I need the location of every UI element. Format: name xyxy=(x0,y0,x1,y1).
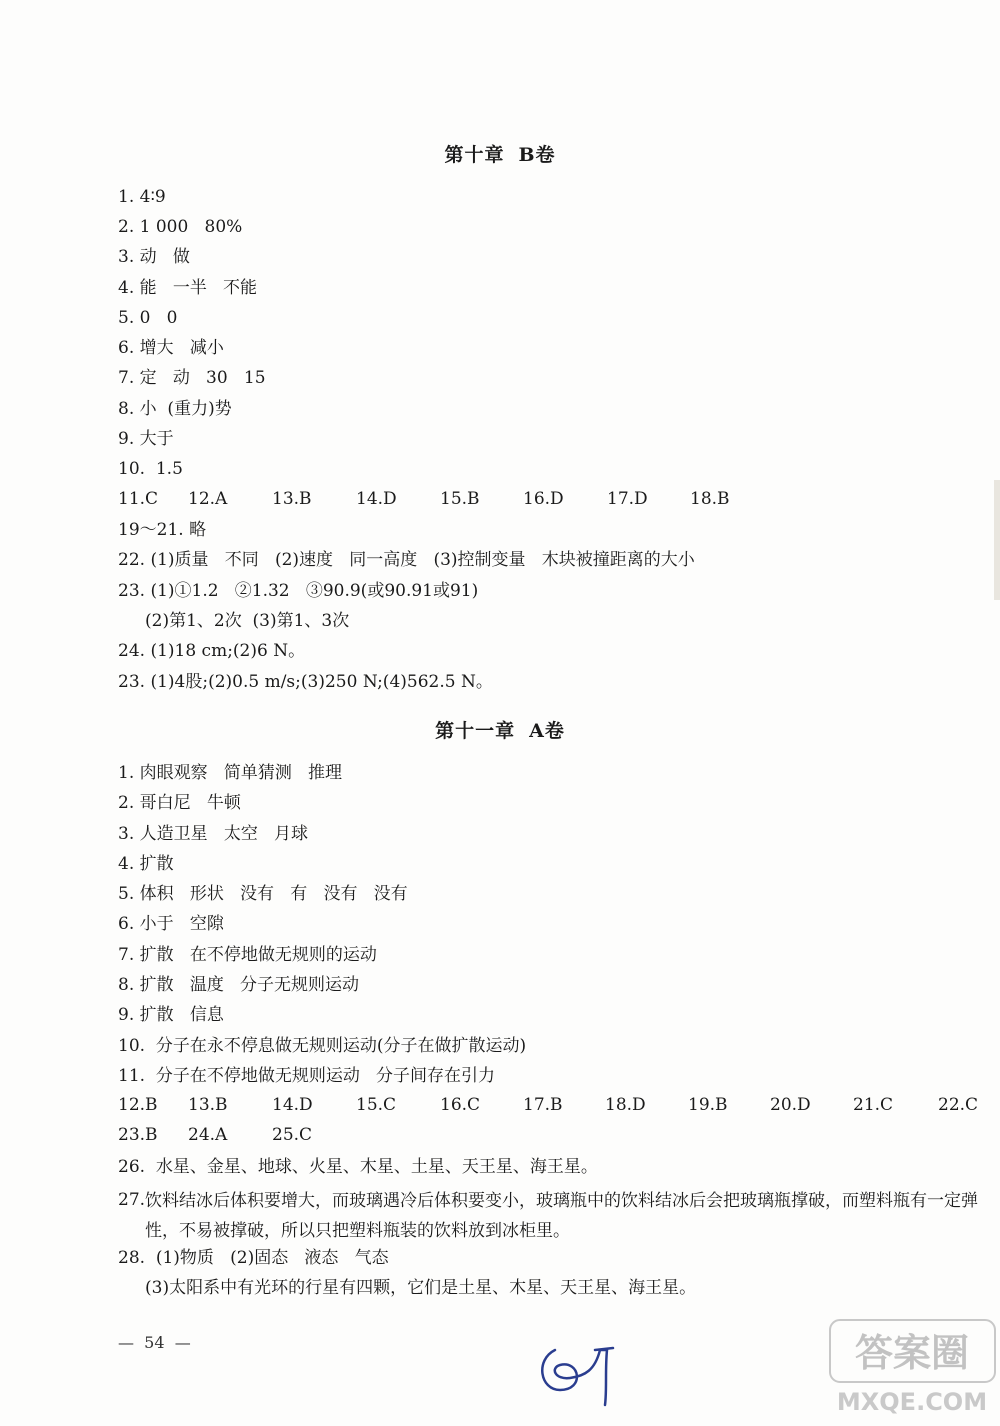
answer-line: 23. (1)①1.2 ②1.32 ③90.9(或90.91或91) xyxy=(118,581,479,601)
mc-answer: 17.D xyxy=(607,489,648,509)
section-title-chapter11 xyxy=(0,716,1000,743)
mc-answer: 22.C xyxy=(938,1095,979,1115)
answer-line: 7. 扩散 在不停地做无规则的运动 xyxy=(118,945,377,965)
page-number: — 54 — xyxy=(118,1333,191,1352)
answer-line: 9. 扩散 信息 xyxy=(118,1005,224,1025)
answer-line: 3. 人造卫星 太空 月球 xyxy=(118,824,309,844)
answer-line: 8. 扩散 温度 分子无规则运动 xyxy=(118,975,360,995)
handwritten-scribble xyxy=(525,1310,635,1410)
mc-answer: 16.C xyxy=(440,1095,481,1115)
question-number: 27. xyxy=(118,1190,146,1210)
mc-answer: 15.C xyxy=(356,1095,397,1115)
answer-line: 6. 增大 减小 xyxy=(118,338,224,358)
mc-answer: 21.C xyxy=(853,1095,894,1115)
watermark-logo xyxy=(820,1300,1000,1422)
paper-label: B卷 xyxy=(518,144,556,166)
answer-line: 26. 水星、金星、地球、火星、木星、土星、天王星、海王星。 xyxy=(118,1157,598,1177)
answer-line: 2. 哥白尼 牛顿 xyxy=(118,793,241,813)
mc-answer: 11.C xyxy=(118,489,159,509)
watermark-url: MXQE.COM xyxy=(836,1388,988,1416)
mc-answer: 14.D xyxy=(272,1095,313,1115)
mc-answer: 20.D xyxy=(770,1095,811,1115)
answer-line: 3. 动 做 xyxy=(118,247,190,267)
answer-line: 2. 1 000 80% xyxy=(118,217,243,237)
mc-answer: 23.B xyxy=(118,1125,158,1145)
answer-line: 8. 小 (重力)势 xyxy=(118,399,232,419)
section-title-chapter10 xyxy=(0,140,1000,167)
mc-answer: 16.D xyxy=(523,489,564,509)
answer-line: 10. 分子在永不停息做无规则运动(分子在做扩散运动) xyxy=(118,1036,527,1056)
mc-answer: 12.A xyxy=(188,489,228,509)
answer-line: 4. 扩散 xyxy=(118,854,174,874)
answer-line: 6. 小于 空隙 xyxy=(118,914,224,934)
answer-line: 22. (1)质量 不同 (2)速度 同一高度 (3)控制变量 木块被撞距离的大小 xyxy=(118,550,695,570)
answer-line: 28. (1)物质 (2)固态 液态 气态 xyxy=(118,1248,389,1268)
answer-line: 1. 4∶9 xyxy=(118,187,166,207)
mc-answer: 19.B xyxy=(688,1095,728,1115)
mc-answer: 15.B xyxy=(440,489,480,509)
chapter-label: 第十一章 xyxy=(435,720,516,742)
mc-answer: 18.D xyxy=(605,1095,646,1115)
paper-label: A卷 xyxy=(529,720,565,742)
page-number-value: 54 xyxy=(144,1333,165,1352)
answer-line: 1. 肉眼观察 简单猜测 推理 xyxy=(118,763,343,783)
answer-line: 5. 0 0 xyxy=(118,308,178,328)
mc-answer: 12.B xyxy=(118,1095,158,1115)
mc-answer: 13.B xyxy=(188,1095,228,1115)
page-edge xyxy=(994,480,1000,600)
mc-answer: 17.B xyxy=(523,1095,563,1115)
mc-answer: 13.B xyxy=(272,489,312,509)
answer-line: 11. 分子在不停地做无规则运动 分子间存在引力 xyxy=(118,1066,496,1086)
mc-answer: 14.D xyxy=(356,489,397,509)
answer-line: 23. (1)4股;(2)0.5 m/s;(3)250 N;(4)562.5 N。 xyxy=(118,672,493,692)
answer-line: 9. 大于 xyxy=(118,429,174,449)
answer-line: 24. (1)18 cm;(2)6 N。 xyxy=(118,641,306,661)
answer-paragraph: 饮料结冰后体积要增大，而玻璃遇冷后体积要变小，玻璃瓶中的饮料结冰后会把玻璃瓶撑破，而塑料瓶有一定弹性，不易被撑破，所以只把塑料瓶装的饮料放到冰柜里。 xyxy=(145,1191,978,1241)
answer-line: 10. 1.5 xyxy=(118,459,183,479)
chapter-label: 第十章 xyxy=(444,144,505,166)
mc-answer: 25.C xyxy=(272,1125,313,1145)
watermark-text: 答案圈 xyxy=(854,1331,970,1375)
answer-line: (3)太阳系中有光环的行星有四颗，它们是土星、木星、天王星、海王星。 xyxy=(145,1278,697,1298)
mc-answer: 18.B xyxy=(690,489,730,509)
answer-line: 7. 定 动 30 15 xyxy=(118,368,266,388)
answer-line: 5. 体积 形状 没有 有 没有 没有 xyxy=(118,884,408,904)
answer-line: 19～21. 略 xyxy=(118,520,207,540)
answer-line: 4. 能 一半 不能 xyxy=(118,278,258,298)
mc-answer: 24.A xyxy=(188,1125,228,1145)
answer-line: (2)第1、2次 (3)第1、3次 xyxy=(145,611,350,631)
